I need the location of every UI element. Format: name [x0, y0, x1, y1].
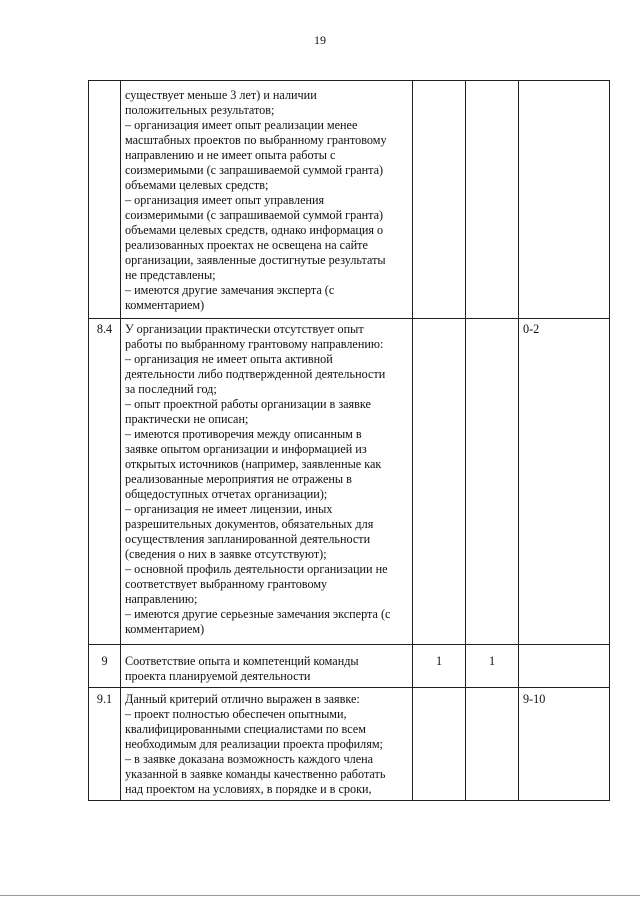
- criterion-number: 9.1: [89, 688, 121, 801]
- criterion-value-a: [413, 81, 466, 319]
- description-line: работы по выбранному грантовому направлению:: [125, 337, 384, 351]
- description-line: направлению и не имеет опыта работы с: [125, 148, 336, 162]
- description-line: объемами целевых средств;: [125, 178, 269, 192]
- criterion-score: [519, 81, 610, 319]
- table-row: [89, 319, 610, 645]
- description-line: реализованных проектах не освещена на сайте: [125, 238, 368, 252]
- description-line: Соответствие опыта и компетенций команды: [125, 654, 359, 668]
- criterion-description: [121, 645, 413, 688]
- description-line: проекта планируемой деятельности: [125, 669, 311, 683]
- description-line: открытых источников (например, заявленные как: [125, 457, 382, 471]
- description-line: не представлены;: [125, 268, 216, 282]
- criterion-number: 8.4: [89, 319, 121, 645]
- description-line: – имеются противоречия между описанным в: [125, 427, 362, 441]
- description-line: – опыт проектной работы организации в заявке: [125, 397, 371, 411]
- description-line: (сведения о них в заявке отсутствуют);: [125, 547, 327, 561]
- description-line: необходимым для реализации проекта профилям;: [125, 737, 383, 751]
- description-line: – организация имеет опыт реализации менее: [125, 118, 358, 132]
- description-line: соответствует выбранному грантовому: [125, 577, 328, 591]
- criterion-value-b: [466, 319, 519, 645]
- description-line: разрешительных документов, обязательных для: [125, 517, 374, 531]
- description-line: – в заявке доказана возможность каждого члена: [125, 752, 374, 766]
- criterion-description: [121, 319, 413, 645]
- description-line: соизмеримыми (с запрашиваемой суммой гранта): [125, 163, 384, 177]
- description-line: положительных результатов;: [125, 103, 275, 117]
- criterion-value-a: 1: [413, 645, 466, 688]
- description-line: комментарием): [125, 298, 205, 312]
- criterion-score: [519, 645, 610, 688]
- description-line: заявке опытом организации и информацией из: [125, 442, 367, 456]
- criterion-value-b: 1: [466, 645, 519, 688]
- description-line: – проект полностью обеспечен опытными,: [125, 707, 347, 721]
- criterion-value-b: [466, 81, 519, 319]
- description-line: объемами целевых средств, однако информация о: [125, 223, 384, 237]
- criterion-value-a: [413, 688, 466, 801]
- criterion-description: [121, 688, 413, 801]
- criteria-table: [88, 80, 610, 801]
- description-line: квалифицированными специалистами по всем: [125, 722, 366, 736]
- description-line: существует меньше 3 лет) и наличии: [125, 88, 317, 102]
- criterion-value-a: [413, 319, 466, 645]
- description-line: направлению;: [125, 592, 198, 606]
- description-line: соизмеримыми (с запрашиваемой суммой гранта): [125, 208, 384, 222]
- description-line: практически не описан;: [125, 412, 249, 426]
- description-line: указанной в заявке команды качественно работать: [125, 767, 386, 781]
- description-line: за последний год;: [125, 382, 217, 396]
- description-line: – основной профиль деятельности организации не: [125, 562, 388, 576]
- criterion-number: 9: [89, 645, 121, 688]
- description-line: организации, заявленные достигнутые результаты: [125, 253, 386, 267]
- description-line: над проектом на условиях, в порядке и в сроки,: [125, 782, 372, 796]
- page-edge-divider: [0, 895, 640, 896]
- criterion-number: [89, 81, 121, 319]
- table-row: [89, 81, 610, 319]
- description-line: – организация имеет опыт управления: [125, 193, 325, 207]
- description-line: масштабных проектов по выбранному грантовому: [125, 133, 387, 147]
- criterion-description: [121, 81, 413, 319]
- description-line: реализованные мероприятия не отражены в: [125, 472, 352, 486]
- description-line: деятельности либо подтвержденной деятельности: [125, 367, 386, 381]
- description-line: осуществления запланированной деятельности: [125, 532, 371, 546]
- criterion-score: 9-10: [519, 688, 610, 801]
- criterion-score: 0-2: [519, 319, 610, 645]
- description-line: – организация не имеет опыта активной: [125, 352, 333, 366]
- table-row: [89, 645, 610, 688]
- description-line: – имеются другие замечания эксперта (с: [125, 283, 335, 297]
- criterion-value-b: [466, 688, 519, 801]
- description-line: Данный критерий отлично выражен в заявке:: [125, 692, 360, 706]
- table-row: [89, 688, 610, 801]
- page-number: 19: [314, 33, 326, 47]
- description-line: комментарием): [125, 622, 205, 636]
- description-line: общедоступных отчетах организации);: [125, 487, 328, 501]
- description-line: У организации практически отсутствует опыт: [125, 322, 364, 336]
- description-line: – имеются другие серьезные замечания эксперта (с: [125, 607, 391, 621]
- description-line: – организация не имеет лицензии, иных: [125, 502, 333, 516]
